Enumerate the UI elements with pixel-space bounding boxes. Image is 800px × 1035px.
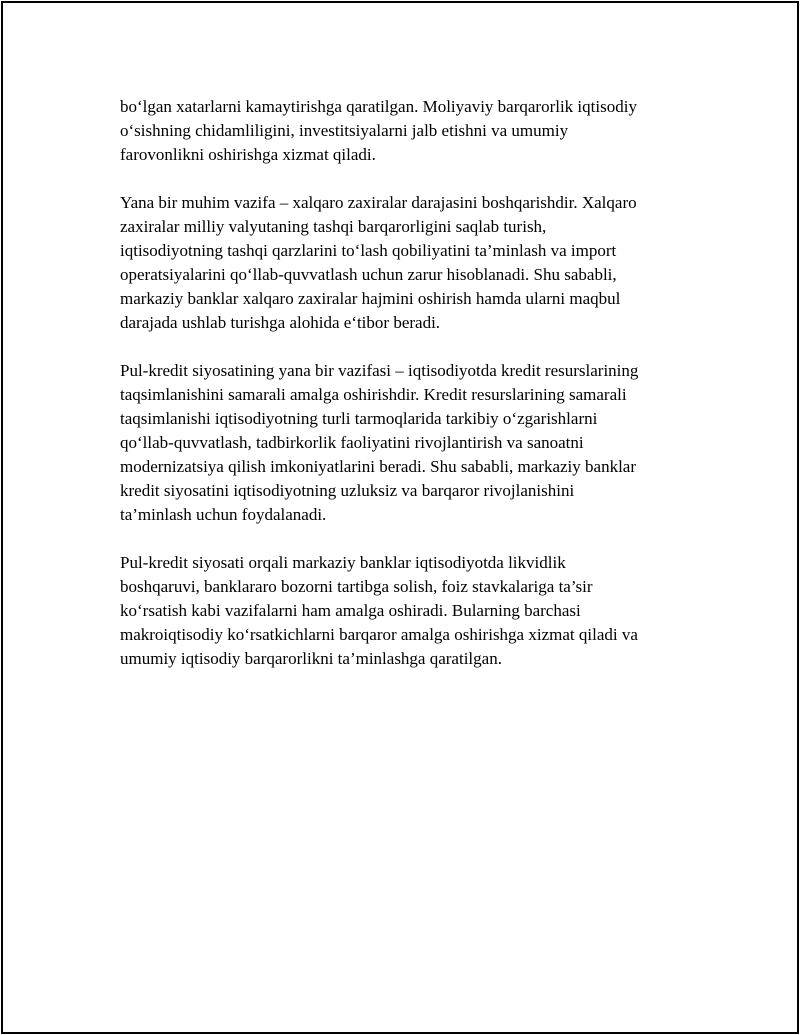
- paragraph-line: ko‘rsatish kabi vazifalarni ham amalga oshiradi. Bularning barchasi: [120, 601, 581, 620]
- paragraph-line: Pul-kredit siyosatining yana bir vazifasi – iqtisodiyotda kredit resurslarining: [120, 361, 639, 380]
- paragraph-line: boshqaruvi, banklararo bozorni tartibga solish, foiz stavkalariga ta’sir: [120, 577, 593, 596]
- paragraph-line: Yana bir muhim vazifa – xalqaro zaxiralar darajasini boshqarishdir. Xalqaro: [120, 193, 637, 212]
- paragraph-line: farovonlikni oshirishga xizmat qiladi.: [120, 145, 376, 164]
- paragraph-line: umumiy iqtisodiy barqarorlikni ta’minlashga qaratilgan.: [120, 649, 502, 668]
- paragraph: [120, 95, 690, 167]
- paragraph: [120, 191, 690, 335]
- document-page: [1, 1, 799, 1034]
- paragraph-line: ta’minlash uchun foydalanadi.: [120, 505, 327, 524]
- paragraph-line: zaxiralar milliy valyutaning tashqi barqarorligini saqlab turish,: [120, 217, 547, 236]
- paragraph-line: makroiqtisodiy ko‘rsatkichlarni barqaror amalga oshirishga xizmat qiladi va: [120, 625, 638, 644]
- paragraph-line: taqsimlanishini samarali amalga oshirishdir. Kredit resurslarining samarali: [120, 385, 627, 404]
- paragraph-line: bo‘lgan xatarlarni kamaytirishga qaratilgan. Moliyaviy barqarorlik iqtisodiy: [120, 97, 637, 116]
- paragraph-line: kredit siyosatini iqtisodiyotning uzluksiz va barqaror rivojlanishini: [120, 481, 575, 500]
- document-body: [120, 95, 690, 695]
- paragraph-line: operatsiyalarini qo‘llab-quvvatlash uchun zarur hisoblanadi. Shu sababli,: [120, 265, 617, 284]
- paragraph-line: qo‘llab-quvvatlash, tadbirkorlik faoliyatini rivojlantirish va sanoatni: [120, 433, 584, 452]
- paragraph-line: Pul-kredit siyosati orqali markaziy banklar iqtisodiyotda likvidlik: [120, 553, 566, 572]
- paragraph-line: taqsimlanishi iqtisodiyotning turli tarmoqlarida tarkibiy o‘zgarishlarni: [120, 409, 598, 428]
- paragraph-line: markaziy banklar xalqaro zaxiralar hajmini oshirish hamda ularni maqbul: [120, 289, 621, 308]
- paragraph-line: modernizatsiya qilish imkoniyatlarini beradi. Shu sababli, markaziy banklar: [120, 457, 637, 476]
- paragraph: [120, 551, 690, 671]
- paragraph-line: darajada ushlab turishga alohida e‘tibor beradi.: [120, 313, 441, 332]
- paragraph-line: o‘sishning chidamliligini, investitsiyalarni jalb etishni va umumiy: [120, 121, 569, 140]
- paragraph-line: iqtisodiyotning tashqi qarzlarini to‘lash qobiliyatini ta’minlash va import: [120, 241, 617, 260]
- paragraph: [120, 359, 690, 527]
